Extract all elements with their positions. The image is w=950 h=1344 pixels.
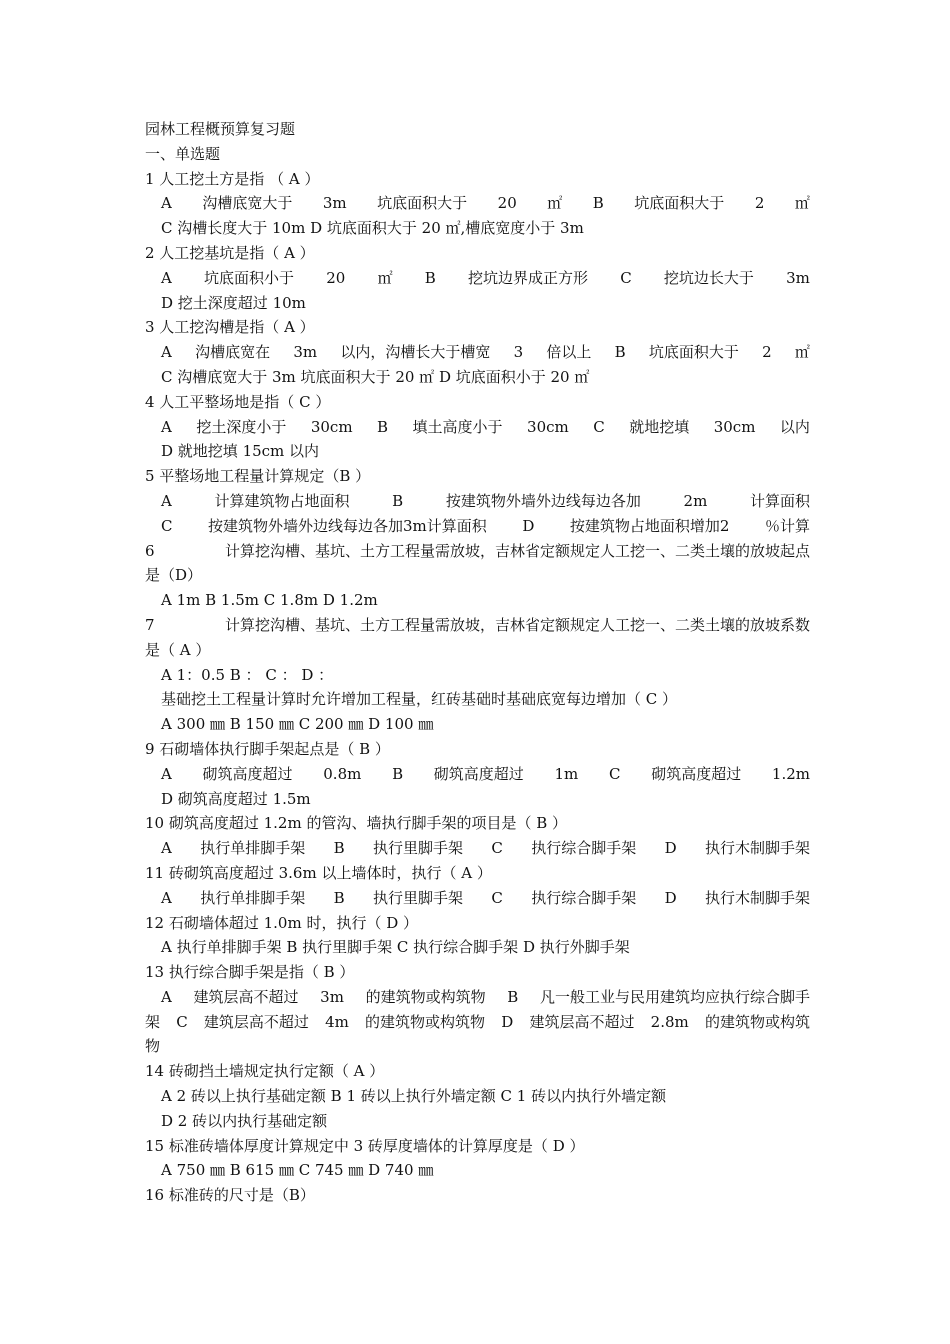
question-line: 5 平整场地工程量计算规定（B ） <box>145 467 371 486</box>
question-line: 13 执行综合脚手架是指（ B ） <box>145 963 355 982</box>
answer-options-line: A 砌筑高度超过 0.8m B 砌筑高度超过 1m C 砌筑高度超过 1.2m <box>161 764 810 783</box>
document-body <box>145 117 810 1208</box>
answer-options-line: D 就地挖填 15cm 以内 <box>161 442 320 461</box>
answer-options-line: A 执行单排脚手架 B 执行里脚手架 C 执行综合脚手架 D 执行木制脚手架 <box>161 839 810 858</box>
answer-options-line: D 2 砖以内执行基础定额 <box>161 1111 328 1130</box>
answer-options-line: A 300 ㎜ B 150 ㎜ C 200 ㎜ D 100 ㎜ <box>161 715 434 734</box>
answer-options-line: A 沟槽底宽大于 3m 坑底面积大于 20 ㎡ B 坑底面积大于 2 ㎡ <box>161 194 810 213</box>
question-list <box>145 167 810 1208</box>
answer-options-line: D 挖土深度超过 10m <box>161 293 306 312</box>
question-line: 12 石砌墙体超过 1.0m 时，执行（ D ） <box>145 913 419 932</box>
section-heading: 一、单选题 <box>145 144 221 163</box>
question-line: 4 人工平整场地是指（ C ） <box>145 392 331 411</box>
answer-options-line: C 沟槽底宽大于 3m 坑底面积大于 20 ㎡ D 坑底面积小于 20 ㎡ <box>161 367 590 386</box>
question-line: 15 标准砖墙体厚度计算规定中 3 砖厚度墙体的计算厚度是（ D ） <box>145 1136 585 1155</box>
question-line: 11 砖砌筑高度超过 3.6m 以上墙体时，执行（ A ） <box>145 863 492 882</box>
question-line: 2 人工挖基坑是指（ A ） <box>145 243 315 262</box>
answer-options-line: A 计算建筑物占地面积 B 按建筑物外墙外边线每边各加 2m 计算面积 <box>161 491 810 510</box>
answer-options-line: A 1m B 1.5m C 1.8m D 1.2m <box>161 591 378 610</box>
answer-options-line: A 2 砖以上执行基础定额 B 1 砖以上执行外墙定额 C 1 砖以内执行外墙定额 <box>161 1087 667 1106</box>
answer-options-line: A 坑底面积小于 20 ㎡ B 挖坑边界成正方形 C 挖坑边长大于 3m <box>161 268 810 287</box>
answer-options-line: A 750 ㎜ B 615 ㎜ C 745 ㎜ D 740 ㎜ <box>161 1161 434 1180</box>
document-title: 园林工程概预算复习题 <box>145 120 296 138</box>
question-line: 7 计算挖沟槽、基坑、土方工程量需放坡，吉林省定额规定人工挖一、二类土壤的放坡系数 <box>145 615 810 634</box>
answer-options-line: A 1：0.5 B ： C ： D ： <box>161 665 334 684</box>
answer-options-line: A 执行单排脚手架 B 执行里脚手架 C 执行综合脚手架 D 执行外脚手架 <box>161 938 630 957</box>
question-line: 6 计算挖沟槽、基坑、土方工程量需放坡，吉林省定额规定人工挖一、二类土壤的放坡起点 <box>145 541 810 560</box>
question-line: 物 <box>145 1037 161 1056</box>
answer-options-line: C 沟槽长度大于 10m D 坑底面积大于 20 ㎡,槽底宽度小于 3m <box>161 219 584 238</box>
answer-options-line: A 执行单排脚手架 B 执行里脚手架 C 执行综合脚手架 D 执行木制脚手架 <box>161 888 810 907</box>
answer-options-line: A 沟槽底宽在 3m 以内，沟槽长大于槽宽 3 倍以上 B 坑底面积大于 2 ㎡ <box>161 343 810 362</box>
question-line: 9 石砌墙体执行脚手架起点是（ B ） <box>145 739 390 758</box>
question-line: 3 人工挖沟槽是指（ A ） <box>145 318 315 337</box>
question-line: 是（D） <box>145 566 203 585</box>
answer-options-line: C 按建筑物外墙外边线每边各加3m计算面积 D 按建筑物占地面积增加2 ％计算 <box>161 516 810 535</box>
question-line: 1 人工挖土方是指 （ A ） <box>145 169 320 188</box>
answer-options-line: A 挖土深度小于 30cm B 填土高度小于 30cm C 就地挖填 30cm 以内 <box>161 417 810 436</box>
answer-options-line: 基础挖土工程量计算时允许增加工程量，红砖基础时基础底宽每边增加（ C ） <box>161 690 678 709</box>
answer-options-line: A 建筑层高不超过 3m 的建筑物或构筑物 B 凡一般工业与民用建筑均应执行综合脚手 <box>161 987 810 1006</box>
question-line: 是（ A ） <box>145 640 211 659</box>
question-line: 10 砌筑高度超过 1.2m 的管沟、墙执行脚手架的项目是（ B ） <box>145 814 568 833</box>
answer-options-line: D 砌筑高度超过 1.5m <box>161 789 311 808</box>
question-line: 架 C 建筑层高不超过 4m 的建筑物或构筑物 D 建筑层高不超过 2.8m 的建筑物或构筑 <box>145 1012 810 1031</box>
question-line: 14 砖砌挡土墙规定执行定额（ A ） <box>145 1062 385 1081</box>
question-line: 16 标准砖的尺寸是（B） <box>145 1186 315 1205</box>
